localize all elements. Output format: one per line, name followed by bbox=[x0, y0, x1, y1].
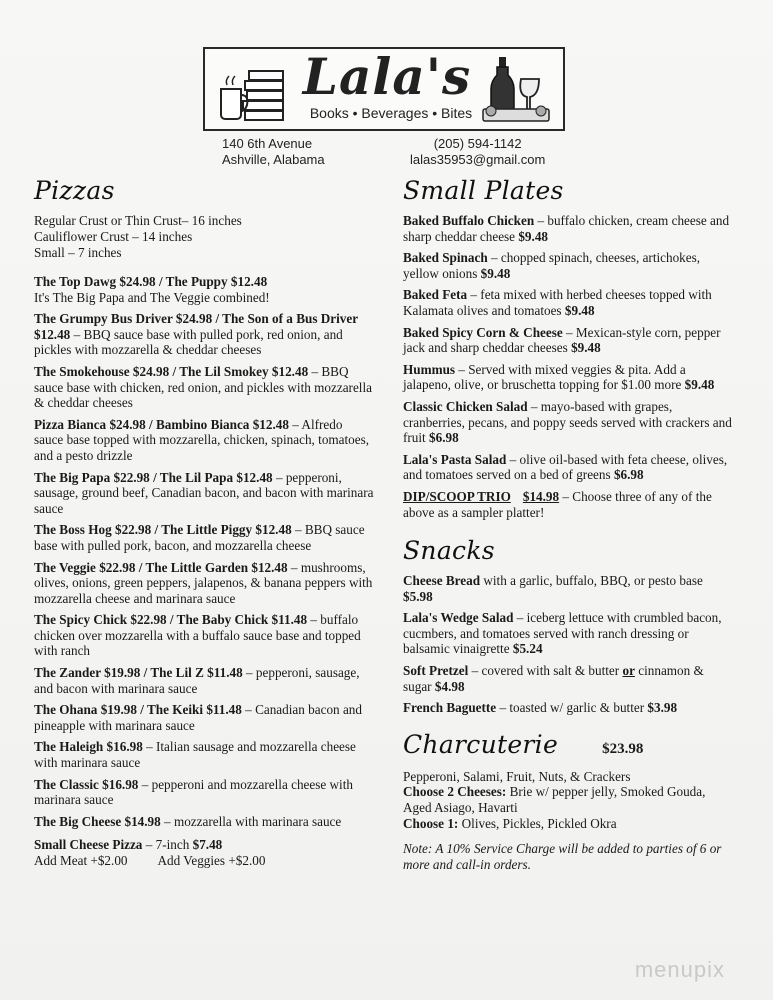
phone-number: (205) 594-1142 bbox=[433, 136, 522, 151]
item-price: $5.98 bbox=[403, 588, 433, 604]
item-name: Baked Spinach bbox=[403, 250, 488, 266]
pizza-name: The Veggie $22.98 / The Little Garden $12.48 bbox=[34, 559, 288, 575]
charcuterie-details bbox=[403, 769, 733, 831]
item-desc: – chopped spinach, cheeses, artichokes, yellow onions bbox=[403, 250, 701, 281]
item-desc: – feta mixed with herbed cheeses topped with Kalamata olives and tomatoes bbox=[403, 287, 712, 318]
item-price: $9.48 bbox=[684, 377, 715, 393]
pizza-desc: – Canadian bacon and pineapple with marinara sauce bbox=[34, 702, 362, 733]
pizza-desc: It's The Big Papa and The Veggie combined! bbox=[34, 289, 270, 305]
choose1-options: Olives, Pickles, Pickled Okra bbox=[458, 815, 617, 831]
choose2-label: Choose 2 Cheeses: bbox=[403, 784, 507, 800]
small-plate-item bbox=[403, 399, 733, 446]
pizza-desc: – BBQ sauce base with chicken, red onion, and pickles with mozzarella & cheddar cheeses bbox=[34, 363, 372, 411]
small-cheese-price: $7.48 bbox=[192, 837, 223, 853]
pizza-name: The Boss Hog $22.98 / The Little Piggy $12.48 bbox=[34, 522, 292, 538]
item-price: $9.48 bbox=[571, 340, 601, 356]
pizza-name: The Big Cheese $14.98 bbox=[34, 813, 161, 829]
item-desc: – Mexican-style corn, pepper jack and sharp cheddar cheeses bbox=[403, 324, 721, 356]
item-name: Lala's Wedge Salad bbox=[403, 610, 514, 626]
pizza-name: The Smokehouse $24.98 / The Lil Smokey $12.48 bbox=[34, 363, 309, 379]
item-price: $9.48 bbox=[518, 228, 548, 244]
pizza-name: The Top Dawg $24.98 / The Puppy $12.48 bbox=[34, 274, 268, 289]
item-name: Lala's Pasta Salad bbox=[403, 451, 507, 467]
pizza-item bbox=[34, 702, 374, 733]
pizza-item bbox=[34, 777, 374, 808]
charcuterie-title: Charcuterie bbox=[403, 729, 559, 759]
item-desc: – mayo-based with grapes, cranberries, pecans, and poppy seeds served with crackers and fruit bbox=[403, 398, 732, 446]
pizza-item bbox=[34, 470, 374, 517]
snacks-title: Snacks bbox=[403, 536, 495, 566]
small-plate-item bbox=[403, 213, 733, 244]
choose2-options: Brie w/ pepper jelly, Smoked Gouda, Aged Asiago, Havarti bbox=[403, 784, 706, 816]
pizza-item bbox=[34, 612, 374, 659]
or-word: or bbox=[622, 663, 635, 679]
item-desc: – covered with salt & butter bbox=[468, 663, 623, 679]
item-price: $9.48 bbox=[564, 302, 595, 318]
item-price: $6.98 bbox=[613, 467, 644, 483]
right-column bbox=[403, 176, 733, 873]
pizza-name: The Classic $16.98 bbox=[34, 776, 139, 792]
small-cheese-pizza bbox=[34, 837, 374, 868]
item-price: $6.98 bbox=[429, 430, 459, 446]
pizza-desc: – pepperoni, sausage, ground beef, Canadian bacon, and bacon with marinara sauce bbox=[34, 469, 374, 516]
item-desc: – toasted w/ garlic & butter bbox=[496, 700, 648, 716]
logo-tagline: Books • Beverages • Bites bbox=[309, 105, 473, 121]
pizza-item bbox=[34, 417, 374, 464]
pizza-item bbox=[34, 739, 374, 770]
pizza-item bbox=[34, 814, 374, 830]
size-small: Small – 7 inches bbox=[34, 245, 122, 260]
books-mug-icon bbox=[219, 69, 289, 121]
item-name: Baked Buffalo Chicken bbox=[403, 213, 535, 228]
item-desc: with a garlic, buffalo, BBQ, or pesto base bbox=[480, 573, 703, 589]
item-price: $5.24 bbox=[512, 641, 543, 657]
snack-item bbox=[403, 610, 733, 657]
city-state: Ashville, Alabama bbox=[222, 152, 325, 167]
snack-item bbox=[403, 663, 733, 694]
trio-price: $14.98 bbox=[522, 488, 560, 504]
item-name: Classic Chicken Salad bbox=[403, 398, 528, 414]
small-cheese-size: – 7-inch bbox=[142, 837, 193, 853]
watermark: menupix bbox=[634, 957, 725, 982]
item-name: Baked Spicy Corn & Cheese bbox=[403, 324, 563, 340]
charcuterie-price: $23.98 bbox=[602, 740, 644, 757]
item-desc: – olive oil-based with feta cheese, olives, and tomatoes served on a bed of greens bbox=[403, 451, 728, 483]
trio-item bbox=[403, 489, 733, 520]
item-desc-2: cinnamon & sugar bbox=[403, 663, 704, 694]
pizza-item bbox=[34, 274, 374, 305]
small-plate-item bbox=[403, 287, 733, 318]
street-address: 140 6th Avenue bbox=[222, 136, 313, 151]
choose1-label: Choose 1: bbox=[403, 815, 459, 831]
pizza-item bbox=[34, 364, 374, 411]
pizza-desc: – pepperoni, sausage, and bacon with marinara sauce bbox=[34, 665, 360, 696]
size-regular: Regular Crust or Thin Crust– 16 inches bbox=[34, 213, 242, 228]
small-plate-item bbox=[403, 325, 733, 356]
pizza-desc: – BBQ sauce base with pulled pork, bacon, and mozzarella cheese bbox=[34, 522, 365, 553]
email-address: lalas35953@gmail.com bbox=[410, 152, 546, 167]
item-name: Hummus bbox=[403, 361, 456, 377]
item-desc: – buffalo chicken, cream cheese and sharp cheddar cheese bbox=[403, 213, 730, 244]
small-plate-item bbox=[403, 362, 733, 393]
pizza-name: The Grumpy Bus Driver $24.98 / The Son of a Bus Driver $12.48 bbox=[34, 311, 358, 342]
add-veggies: Add Veggies +$2.00 bbox=[157, 853, 266, 868]
pizza-desc: – mozzarella with marinara sauce bbox=[160, 813, 342, 829]
pizza-name: The Spicy Chick $22.98 / The Baby Chick $11.48 bbox=[34, 612, 308, 628]
item-name: Soft Pretzel bbox=[403, 663, 469, 679]
pizzas-title: Pizzas bbox=[34, 176, 115, 205]
snack-item bbox=[403, 573, 733, 604]
pizza-desc: – Italian sausage and mozzarella cheese with marinara sauce bbox=[34, 739, 356, 771]
item-price: $9.48 bbox=[480, 265, 511, 281]
charcuterie-header bbox=[403, 730, 733, 759]
pizzas-column bbox=[34, 176, 374, 875]
item-name: Cheese Bread bbox=[403, 573, 481, 589]
snack-item bbox=[403, 700, 733, 716]
pizza-desc: – Alfredo sauce base topped with mozzarella, chicken, spinach, tomatoes, and a pesto drizzle bbox=[34, 416, 370, 463]
logo-name: Lala's bbox=[302, 47, 472, 106]
item-price: $4.98 bbox=[434, 678, 465, 694]
item-name: French Baguette bbox=[403, 700, 497, 716]
small-cheese-name: Small Cheese Pizza bbox=[34, 837, 143, 853]
trio-name: DIP/SCOOP TRIO bbox=[403, 488, 511, 504]
small-plate-item bbox=[403, 250, 733, 281]
pizza-name: Pizza Bianca $24.98 / Bambino Bianca $12.48 bbox=[34, 416, 289, 432]
item-name: Baked Feta bbox=[403, 287, 468, 303]
pizza-name: The Ohana $19.98 / The Keiki $11.48 bbox=[34, 702, 242, 718]
pizza-desc: – buffalo chicken over mozzarella with a buffalo sauce base and topped with ranch bbox=[34, 612, 361, 659]
pizza-item bbox=[34, 665, 374, 696]
pizza-item bbox=[34, 311, 374, 358]
pizza-desc: – BBQ sauce base with pulled pork, red onion, and pickles with mozzarella & cheddar cheeses bbox=[34, 326, 343, 358]
address-block bbox=[222, 136, 325, 168]
add-meat: Add Meat +$2.00 bbox=[34, 853, 128, 868]
pizza-desc: – pepperoni and mozzarella cheese with marinara sauce bbox=[34, 776, 353, 808]
small-plates-title: Small Plates bbox=[403, 176, 564, 205]
contact-block bbox=[410, 136, 545, 168]
pizza-item bbox=[34, 560, 374, 607]
charcuterie-line1: Pepperoni, Salami, Fruit, Nuts, & Crackers bbox=[403, 768, 631, 784]
item-desc: – iceberg lettuce with crumbled bacon, cucmbers, and tomatoes served with ranch dressing or balsamic vinaigrette bbox=[403, 610, 722, 657]
wine-bottle-glass-icon bbox=[481, 55, 553, 125]
pizza-name: The Big Papa $22.98 / The Lil Papa $12.48 bbox=[34, 469, 273, 485]
item-desc: – Served with mixed veggies & pita. Add a jalapeno, olive, or bruschetta topping for $1.00 more bbox=[403, 361, 686, 393]
pizza-item bbox=[34, 522, 374, 553]
pizza-name: The Haleigh $16.98 bbox=[34, 739, 143, 755]
pizza-sizes bbox=[34, 213, 374, 261]
small-plate-item bbox=[403, 452, 733, 483]
size-cauliflower: Cauliflower Crust – 14 inches bbox=[34, 229, 193, 244]
item-price: $3.98 bbox=[647, 700, 678, 716]
pizza-name: The Zander $19.98 / The Lil Z $11.48 bbox=[34, 665, 243, 681]
logo-box bbox=[203, 47, 565, 131]
trio-desc: – Choose three of any of the above as a sampler platter! bbox=[403, 488, 712, 520]
service-charge-note: Note: A 10% Service Charge will be added to parties of 6 or more and call-in orders. bbox=[403, 841, 722, 873]
pizza-desc: – mushrooms, olives, onions, green peppers, jalapenos, & banana peppers with mozzarella cheese and marinara sauce bbox=[34, 559, 373, 606]
